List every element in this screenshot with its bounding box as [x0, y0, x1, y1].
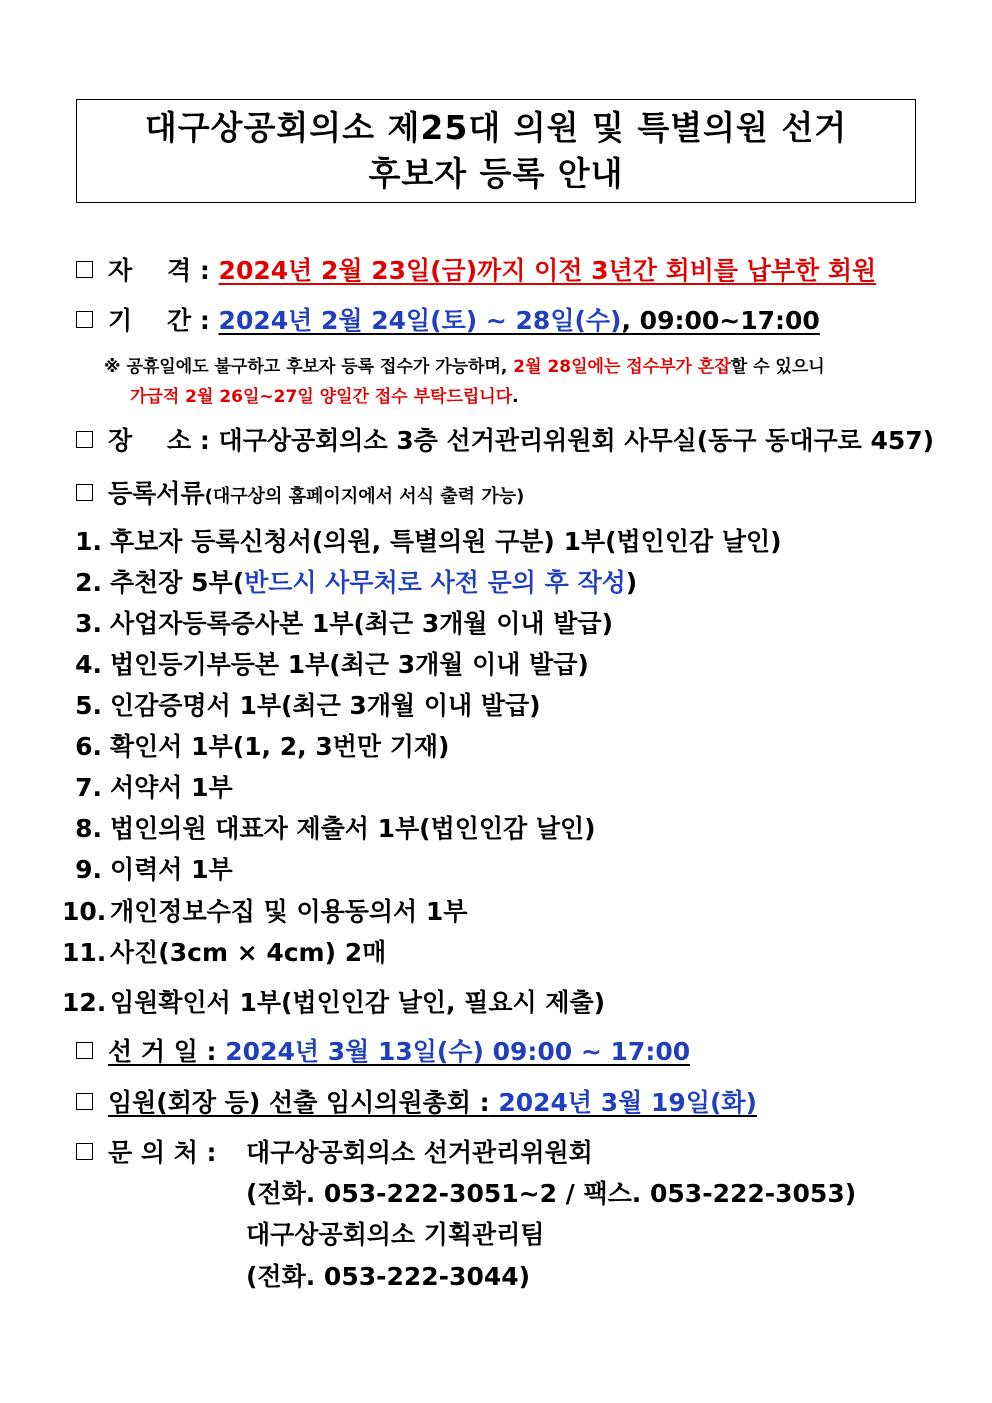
note-part1: ※ 공휴일에도 불구하고 후보자 등록 접수가 가능하며, [104, 357, 514, 377]
checkbox-icon [76, 484, 93, 501]
list-item: 2. 추천장 5부(반드시 사무처로 사전 문의 후 작성) [75, 568, 638, 597]
checkbox-icon [76, 261, 93, 278]
checkbox-icon [76, 1143, 93, 1160]
contact-label: 문 의 처 : [108, 1138, 217, 1167]
document-title-line1: 대구상공회의소 제25대 의원 및 특별의원 선거 [144, 108, 848, 147]
list-item: 5. 인감증명서 1부(최근 3개월 이내 발급) [75, 691, 541, 720]
list-item: 11. 사진(3cm × 4cm) 2매 [62, 938, 387, 967]
documents-row [76, 477, 524, 514]
contact-line1: 대구상공회의소 선거관리위원회 [246, 1138, 593, 1167]
list-item: 12. 임원확인서 1부(법인인감 날인, 필요시 제출) [62, 988, 606, 1017]
document-title-line2: 후보자 등록 안내 [368, 154, 624, 193]
officer-meeting-label: 임원(회장 등) 선출 임시의원총회 : [108, 1088, 490, 1117]
qualification-label: 자 격 : [108, 256, 210, 285]
list-item: 6. 확인서 1부(1, 2, 3번만 기재) [75, 732, 450, 761]
list-item: 3. 사업자등록증사본 1부(최근 3개월 이내 발급) [75, 609, 614, 638]
contact-row [76, 1136, 217, 1170]
checkbox-icon [76, 431, 93, 448]
note-line2 [130, 384, 519, 410]
period-value-dates: 2024년 2월 24일(토) ~ 28일(수) [218, 306, 622, 335]
period-label: 기 간 : [108, 306, 210, 335]
election-day-value: 2024년 3월 13일(수) 09:00 ~ 17:00 [225, 1037, 691, 1066]
contact-line3: 대구상공회의소 기획관리팀 [246, 1220, 545, 1249]
qualification-row [76, 254, 876, 288]
contact-line4: (전화. 053-222-3044) [246, 1262, 531, 1291]
list-item: 9. 이력서 1부 [75, 855, 233, 884]
list-item: 4. 법인등기부등본 1부(최근 3개월 이내 발급) [75, 650, 589, 679]
qualification-value: 2024년 2월 23일(금)까지 이전 3년간 회비를 납부한 회원 [218, 256, 877, 285]
note-line2-red: 가급적 2월 26일~27일 양일간 접수 부탁드립니다 [130, 387, 513, 407]
list-item: 7. 서약서 1부 [75, 773, 233, 802]
officer-meeting-row [76, 1086, 757, 1120]
place-value: 대구상공회의소 3층 선거관리위원회 사무실(동구 동대구로 457) [218, 426, 935, 455]
checkbox-icon [76, 311, 93, 328]
list-item: 1. 후보자 등록신청서(의원, 특별의원 구분) 1부(법인인감 날인) [75, 527, 782, 556]
note-part3: 할 수 있으니 [730, 357, 825, 377]
period-row [76, 304, 820, 338]
list-item: 8. 법인의원 대표자 제출서 1부(법인인감 날인) [75, 814, 596, 843]
place-row [76, 424, 934, 458]
note-line2-end: . [512, 387, 519, 407]
place-label: 장 소 : [108, 426, 210, 455]
title-box [76, 99, 916, 203]
contact-line2: (전화. 053-222-3051~2 / 팩스. 053-222-3053) [246, 1179, 857, 1208]
list-item: 10. 개인정보수집 및 이용동의서 1부 [62, 897, 468, 926]
officer-meeting-value: 2024년 3월 19일(화) [498, 1088, 757, 1117]
election-day-label: 선 거 일 : [108, 1037, 217, 1066]
election-day-row [76, 1035, 690, 1069]
checkbox-icon [76, 1093, 93, 1110]
note-line1 [104, 354, 825, 380]
note-part2: 2월 28일에는 접수부가 혼잡 [513, 357, 731, 377]
documents-label: 등록서류 [108, 479, 205, 508]
documents-sub: (대구상의 홈페이지에서 서식 출력 가능) [204, 486, 525, 507]
checkbox-icon [76, 1042, 93, 1059]
period-value-time: , 09:00~17:00 [621, 306, 820, 335]
